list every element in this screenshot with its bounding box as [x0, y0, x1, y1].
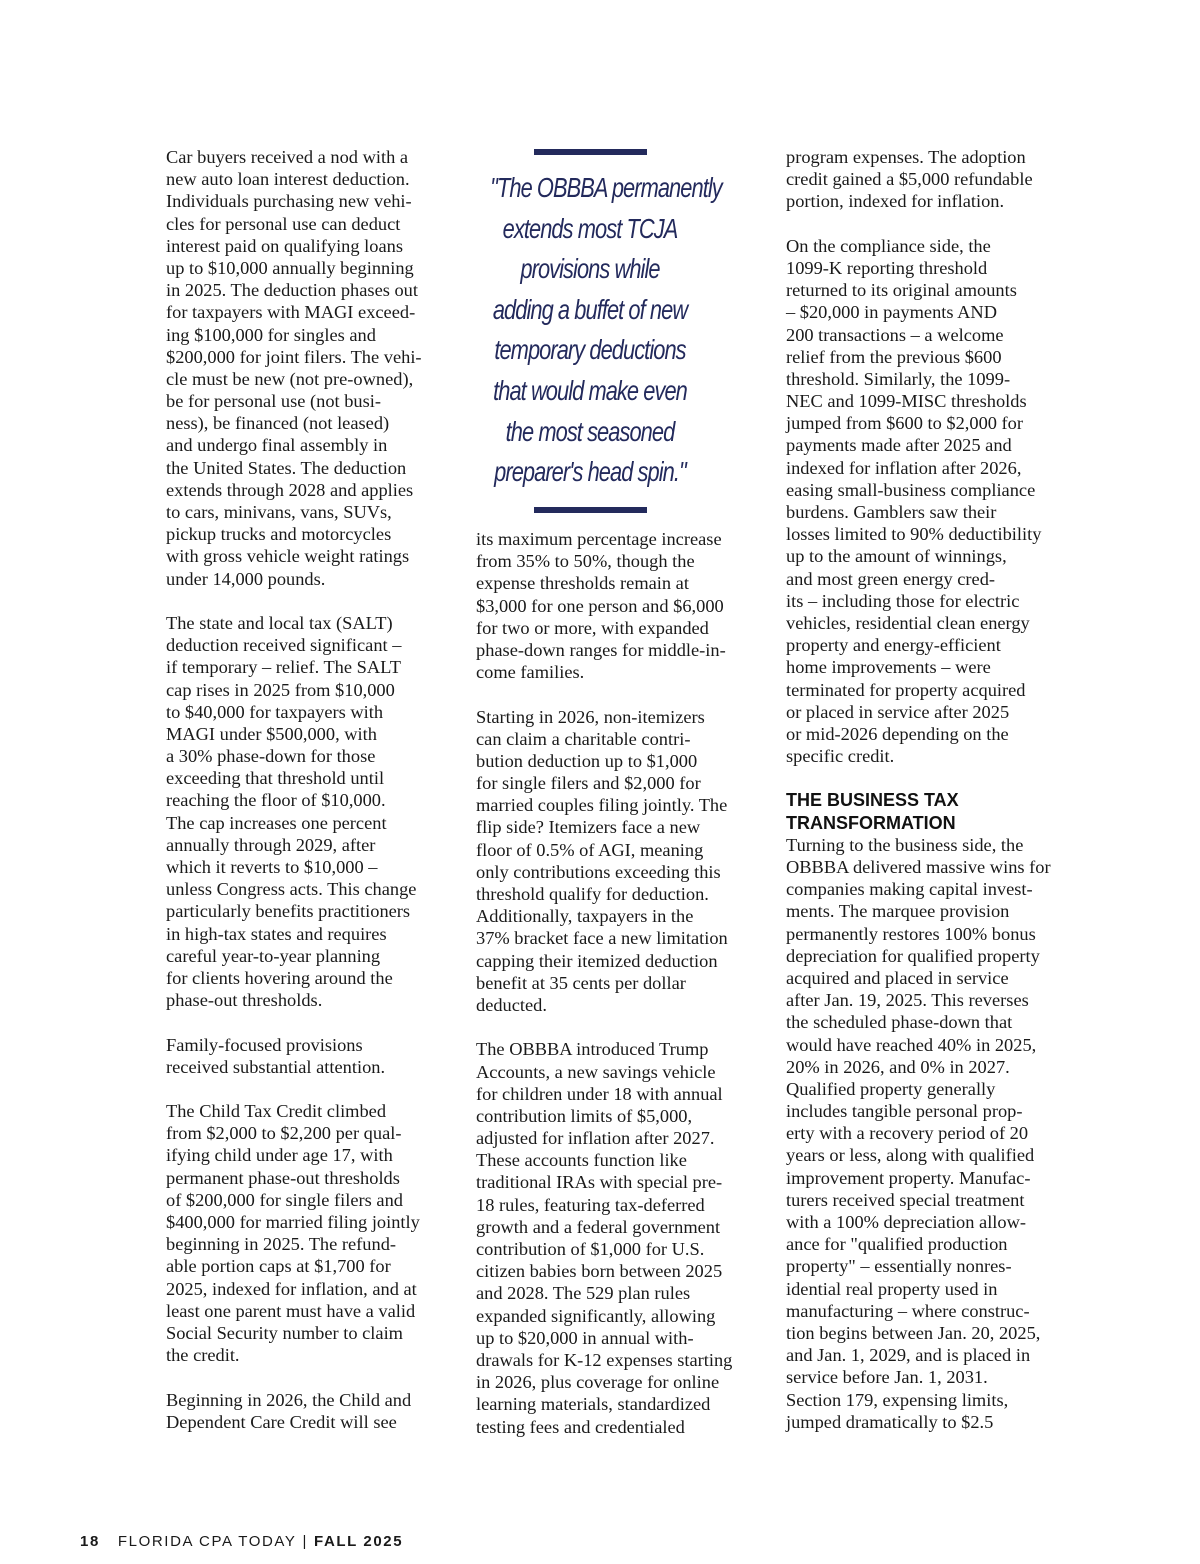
pullquote-line: adding a buffet of new [492, 293, 688, 325]
text-line: would have reached 40% in 2025, [786, 1034, 1037, 1055]
text-line: includes tangible personal prop- [786, 1101, 1023, 1122]
text-line: threshold qualify for deduction. [476, 884, 709, 904]
text-line: 2025, indexed for inflation, and at [166, 1278, 417, 1299]
text-line: Beginning in 2026, the Child and [166, 1389, 412, 1410]
text-line: particularly benefits practitioners [166, 901, 411, 922]
text-line: terminated for property acquired [786, 679, 1026, 700]
text-line: its – including those for electric [786, 590, 1020, 611]
text-line: losses limited to 90% deductibility [786, 524, 1042, 545]
pullquote-line: provisions while [520, 253, 660, 285]
text-line: acquired and placed in service [786, 967, 1009, 988]
text-line: These accounts function like [476, 1150, 687, 1171]
text-line: cles for personal use can deduct [166, 213, 401, 234]
text-line: careful year-to-year planning [166, 945, 381, 966]
text-line: Qualified property generally [786, 1078, 996, 1099]
text-line: – $20,000 in payments AND [786, 302, 997, 323]
text-line: easing small-business compliance [786, 479, 1036, 500]
section-heading-line: TRANSFORMATION [786, 812, 956, 833]
text-line: pickup trucks and motorcycles [166, 524, 392, 545]
text-line: adjusted for inflation after 2027. [476, 1128, 715, 1149]
text-line: deducted. [476, 994, 547, 1015]
text-line: bution deduction up to $1,000 [476, 750, 698, 771]
text-line: $400,000 for married filing jointly [166, 1212, 420, 1232]
text-line: expense thresholds remain at [476, 573, 689, 594]
text-line: burdens. Gamblers saw their [786, 502, 997, 522]
text-line: returned to its original amounts [786, 280, 1017, 301]
text-line: $200,000 for joint filers. The vehi- [166, 346, 422, 367]
text-line: credit gained a $5,000 refundable [786, 169, 1033, 190]
text-line: in 2026, plus coverage for online [476, 1372, 720, 1393]
text-line: phase-out thresholds. [166, 990, 323, 1011]
text-line: under 14,000 pounds. [166, 568, 326, 589]
text-line: phase-down ranges for middle-in- [476, 639, 726, 660]
text-line: Car buyers received a nod with a [166, 147, 409, 167]
text-line: ness), be financed (not leased) [166, 413, 390, 434]
text-line: jumped from $600 to $2,000 for [786, 413, 1024, 434]
text-line: capping their itemized deduction [476, 950, 718, 971]
body-column-middle [476, 528, 732, 1438]
text-line: can claim a charitable contri- [476, 728, 691, 749]
text-line: citizen babies born between 2025 [476, 1261, 723, 1282]
text-line: Additionally, taxpayers in the [476, 906, 694, 927]
paragraph-gap [166, 1366, 422, 1388]
text-line: new auto loan interest deduction. [166, 169, 410, 190]
text-line: floor of 0.5% of AGI, meaning [476, 839, 704, 860]
text-line: $3,000 for one person and $6,000 [476, 595, 724, 616]
text-line: indexed for inflation after 2026, [786, 457, 1022, 478]
text-line: contribution limits of $5,000, [476, 1105, 693, 1126]
pullquote-line: extends most TCJA [502, 212, 678, 244]
text-line: Starting in 2026, non-itemizers [476, 706, 705, 727]
text-line: for single filers and $2,000 for [476, 773, 701, 794]
text-line: extends through 2028 and applies [166, 479, 414, 500]
text-line: ance for "qualified production [786, 1234, 1008, 1255]
text-line: The state and local tax (SALT) [166, 612, 393, 633]
pullquote-line: "The OBBBA permanently [490, 172, 722, 203]
paragraph-gap [166, 590, 422, 612]
paragraph-gap [786, 767, 1051, 789]
text-line: MAGI under $500,000, with [166, 723, 377, 744]
text-line: able portion caps at $1,700 for [166, 1256, 391, 1277]
publication-name: FLORIDA CPA TODAY [117, 1533, 297, 1550]
text-line: learning materials, standardized [476, 1394, 711, 1415]
text-line: up to the amount of winnings, [786, 546, 1007, 567]
paragraph-gap [786, 213, 1051, 235]
text-line: deduction received significant – [166, 635, 402, 656]
paragraph-gap [476, 683, 732, 705]
text-line: exceeding that threshold until [166, 768, 385, 789]
text-line: and most green energy cred- [786, 568, 996, 589]
text-line: permanent phase-out thresholds [166, 1167, 400, 1188]
text-line: flip side? Itemizers face a new [476, 817, 701, 838]
text-line: which it reverts to $10,000 – [166, 857, 378, 877]
text-line: program expenses. The adoption [786, 147, 1026, 167]
text-line: improvement property. Manufac- [786, 1167, 1031, 1188]
page-number: 18 [80, 1533, 100, 1550]
text-line: 20% in 2026, and 0% in 2027. [786, 1056, 1010, 1077]
text-line: The OBBBA introduced Trump [476, 1039, 709, 1060]
text-line: come families. [476, 662, 585, 683]
text-line: reaching the floor of $10,000. [166, 790, 386, 811]
text-line: with gross vehicle weight ratings [166, 546, 410, 567]
text-line: with a 100% depreciation allow- [786, 1212, 1027, 1232]
text-line: ing $100,000 for singles and [166, 324, 376, 345]
text-line: 200 transactions – a welcome [786, 324, 1004, 345]
text-line: Social Security number to claim [166, 1322, 403, 1343]
text-line: property" – essentially nonres- [786, 1256, 1012, 1277]
text-line: Section 179, expensing limits, [786, 1389, 1009, 1410]
text-line: to cars, minivans, vans, SUVs, [166, 502, 392, 522]
text-line: expanded significantly, allowing [476, 1305, 716, 1326]
text-line: years or less, along with qualified [786, 1145, 1035, 1166]
text-line: 18 rules, featuring tax-deferred [476, 1194, 705, 1215]
text-line: and 2028. The 529 plan rules [476, 1283, 691, 1304]
text-line: idential real property used in [786, 1278, 998, 1299]
text-line: annually through 2029, after [166, 834, 376, 855]
text-line: ifying child under age 17, with [166, 1145, 393, 1166]
text-line: 1099-K reporting threshold [786, 257, 988, 278]
issue-label: FALL 2025 [314, 1533, 404, 1550]
footer-separator: | [302, 1533, 309, 1550]
text-line: received substantial attention. [166, 1056, 386, 1077]
text-line: Individuals purchasing new vehi- [166, 191, 412, 212]
paragraph-gap [166, 1011, 422, 1033]
text-line: vehicles, residential clean energy [786, 612, 1030, 633]
paragraph-gap [476, 1016, 732, 1038]
text-line: drawals for K-12 expenses starting [476, 1349, 733, 1370]
page-footer [80, 1532, 403, 1552]
text-line: in high-tax states and requires [166, 923, 387, 944]
text-line: Dependent Care Credit will see [166, 1411, 397, 1432]
text-line: testing fees and credentialed [476, 1416, 685, 1437]
text-line: in 2025. The deduction phases out [166, 280, 418, 301]
text-line: threshold. Similarly, the 1099- [786, 368, 1011, 389]
text-line: only contributions exceeding this [476, 861, 721, 882]
pullquote-rule-bottom [534, 507, 647, 513]
text-line: married couples filing jointly. The [476, 795, 728, 816]
text-line: if temporary – relief. The SALT [166, 657, 401, 678]
text-line: the United States. The deduction [166, 457, 407, 478]
pullquote-line: the most seasoned [505, 415, 675, 447]
text-line: from 35% to 50%, though the [476, 551, 695, 572]
text-line: and undergo final assembly in [166, 435, 388, 456]
text-line: growth and a federal government [476, 1216, 721, 1237]
text-line: turers received special treatment [786, 1189, 1025, 1210]
text-line: tion begins between Jan. 20, 2025, [786, 1322, 1041, 1343]
text-line: Family-focused provisions [166, 1034, 363, 1055]
text-line: specific credit. [786, 746, 895, 767]
text-line: for taxpayers with MAGI exceed- [166, 302, 416, 323]
body-column-left [166, 146, 422, 1433]
text-line: up to $10,000 annually beginning [166, 257, 414, 278]
text-line: ments. The marquee provision [786, 901, 1010, 922]
text-line: On the compliance side, the [786, 235, 991, 256]
pullquote [490, 168, 722, 493]
body-column-right [786, 146, 1051, 1433]
text-line: property and energy-efficient [786, 635, 1001, 656]
text-line: traditional IRAs with special pre- [476, 1172, 723, 1193]
text-line: the scheduled phase-down that [786, 1012, 1013, 1033]
text-line: jumped dramatically to $2.5 [786, 1411, 994, 1432]
text-line: unless Congress acts. This change [166, 879, 417, 900]
pullquote-line: preparer's head spin." [494, 456, 686, 488]
text-line: to $40,000 for taxpayers with [166, 701, 384, 722]
text-line: OBBBA delivered massive wins for [786, 857, 1051, 877]
text-line: a 30% phase-down for those [166, 746, 376, 767]
text-line: its maximum percentage increase [476, 529, 722, 549]
text-line: or mid-2026 depending on the [786, 723, 1009, 744]
text-line: portion, indexed for inflation. [786, 191, 1005, 212]
text-line: service before Jan. 1, 2031. [786, 1367, 988, 1388]
text-line: cap rises in 2025 from $10,000 [166, 679, 395, 700]
text-line: contribution of $1,000 for U.S. [476, 1239, 705, 1259]
text-line: or placed in service after 2025 [786, 701, 1010, 722]
text-line: manufacturing – where construc- [786, 1300, 1030, 1321]
text-line: The Child Tax Credit climbed [166, 1101, 387, 1122]
text-line: NEC and 1099-MISC thresholds [786, 391, 1027, 412]
pullquote-line: temporary deductions [494, 334, 686, 366]
text-line: for two or more, with expanded [476, 617, 709, 638]
text-line: Turning to the business side, the [786, 834, 1024, 855]
pullquote-rule-top [534, 149, 647, 155]
text-line: be for personal use (not busi- [166, 391, 382, 412]
paragraph-gap [166, 1078, 422, 1100]
pullquote-line: that would make even [493, 374, 687, 406]
text-line: 37% bracket face a new limitation [476, 928, 728, 949]
text-line: least one parent must have a valid [166, 1300, 416, 1321]
text-line: after Jan. 19, 2025. This reverses [786, 990, 1029, 1011]
text-line: benefit at 35 cents per dollar [476, 972, 686, 993]
text-line: companies making capital invest- [786, 879, 1033, 900]
text-line: erty with a recovery period of 20 [786, 1123, 1029, 1144]
text-line: home improvements – were [786, 657, 991, 678]
text-line: of $200,000 for single filers and [166, 1189, 403, 1210]
text-line: payments made after 2025 and [786, 435, 1012, 456]
text-line: for children under 18 with annual [476, 1083, 723, 1104]
text-line: up to $20,000 in annual with- [476, 1327, 694, 1348]
text-line: interest paid on qualifying loans [166, 235, 403, 256]
text-line: for clients hovering around the [166, 967, 393, 988]
text-line: relief from the previous $600 [786, 346, 1002, 367]
text-line: from $2,000 to $2,200 per qual- [166, 1123, 402, 1144]
text-line: and Jan. 1, 2029, and is placed in [786, 1345, 1031, 1366]
text-line: the credit. [166, 1345, 240, 1366]
text-line: depreciation for qualified property [786, 945, 1040, 966]
text-line: beginning in 2025. The refund- [166, 1234, 397, 1255]
text-line: cle must be new (not pre-owned), [166, 368, 414, 389]
section-heading-line: THE BUSINESS TAX [786, 790, 959, 811]
text-line: Accounts, a new savings vehicle [476, 1061, 716, 1082]
text-line: The cap increases one percent [166, 812, 387, 833]
text-line: permanently restores 100% bonus [786, 923, 1036, 944]
